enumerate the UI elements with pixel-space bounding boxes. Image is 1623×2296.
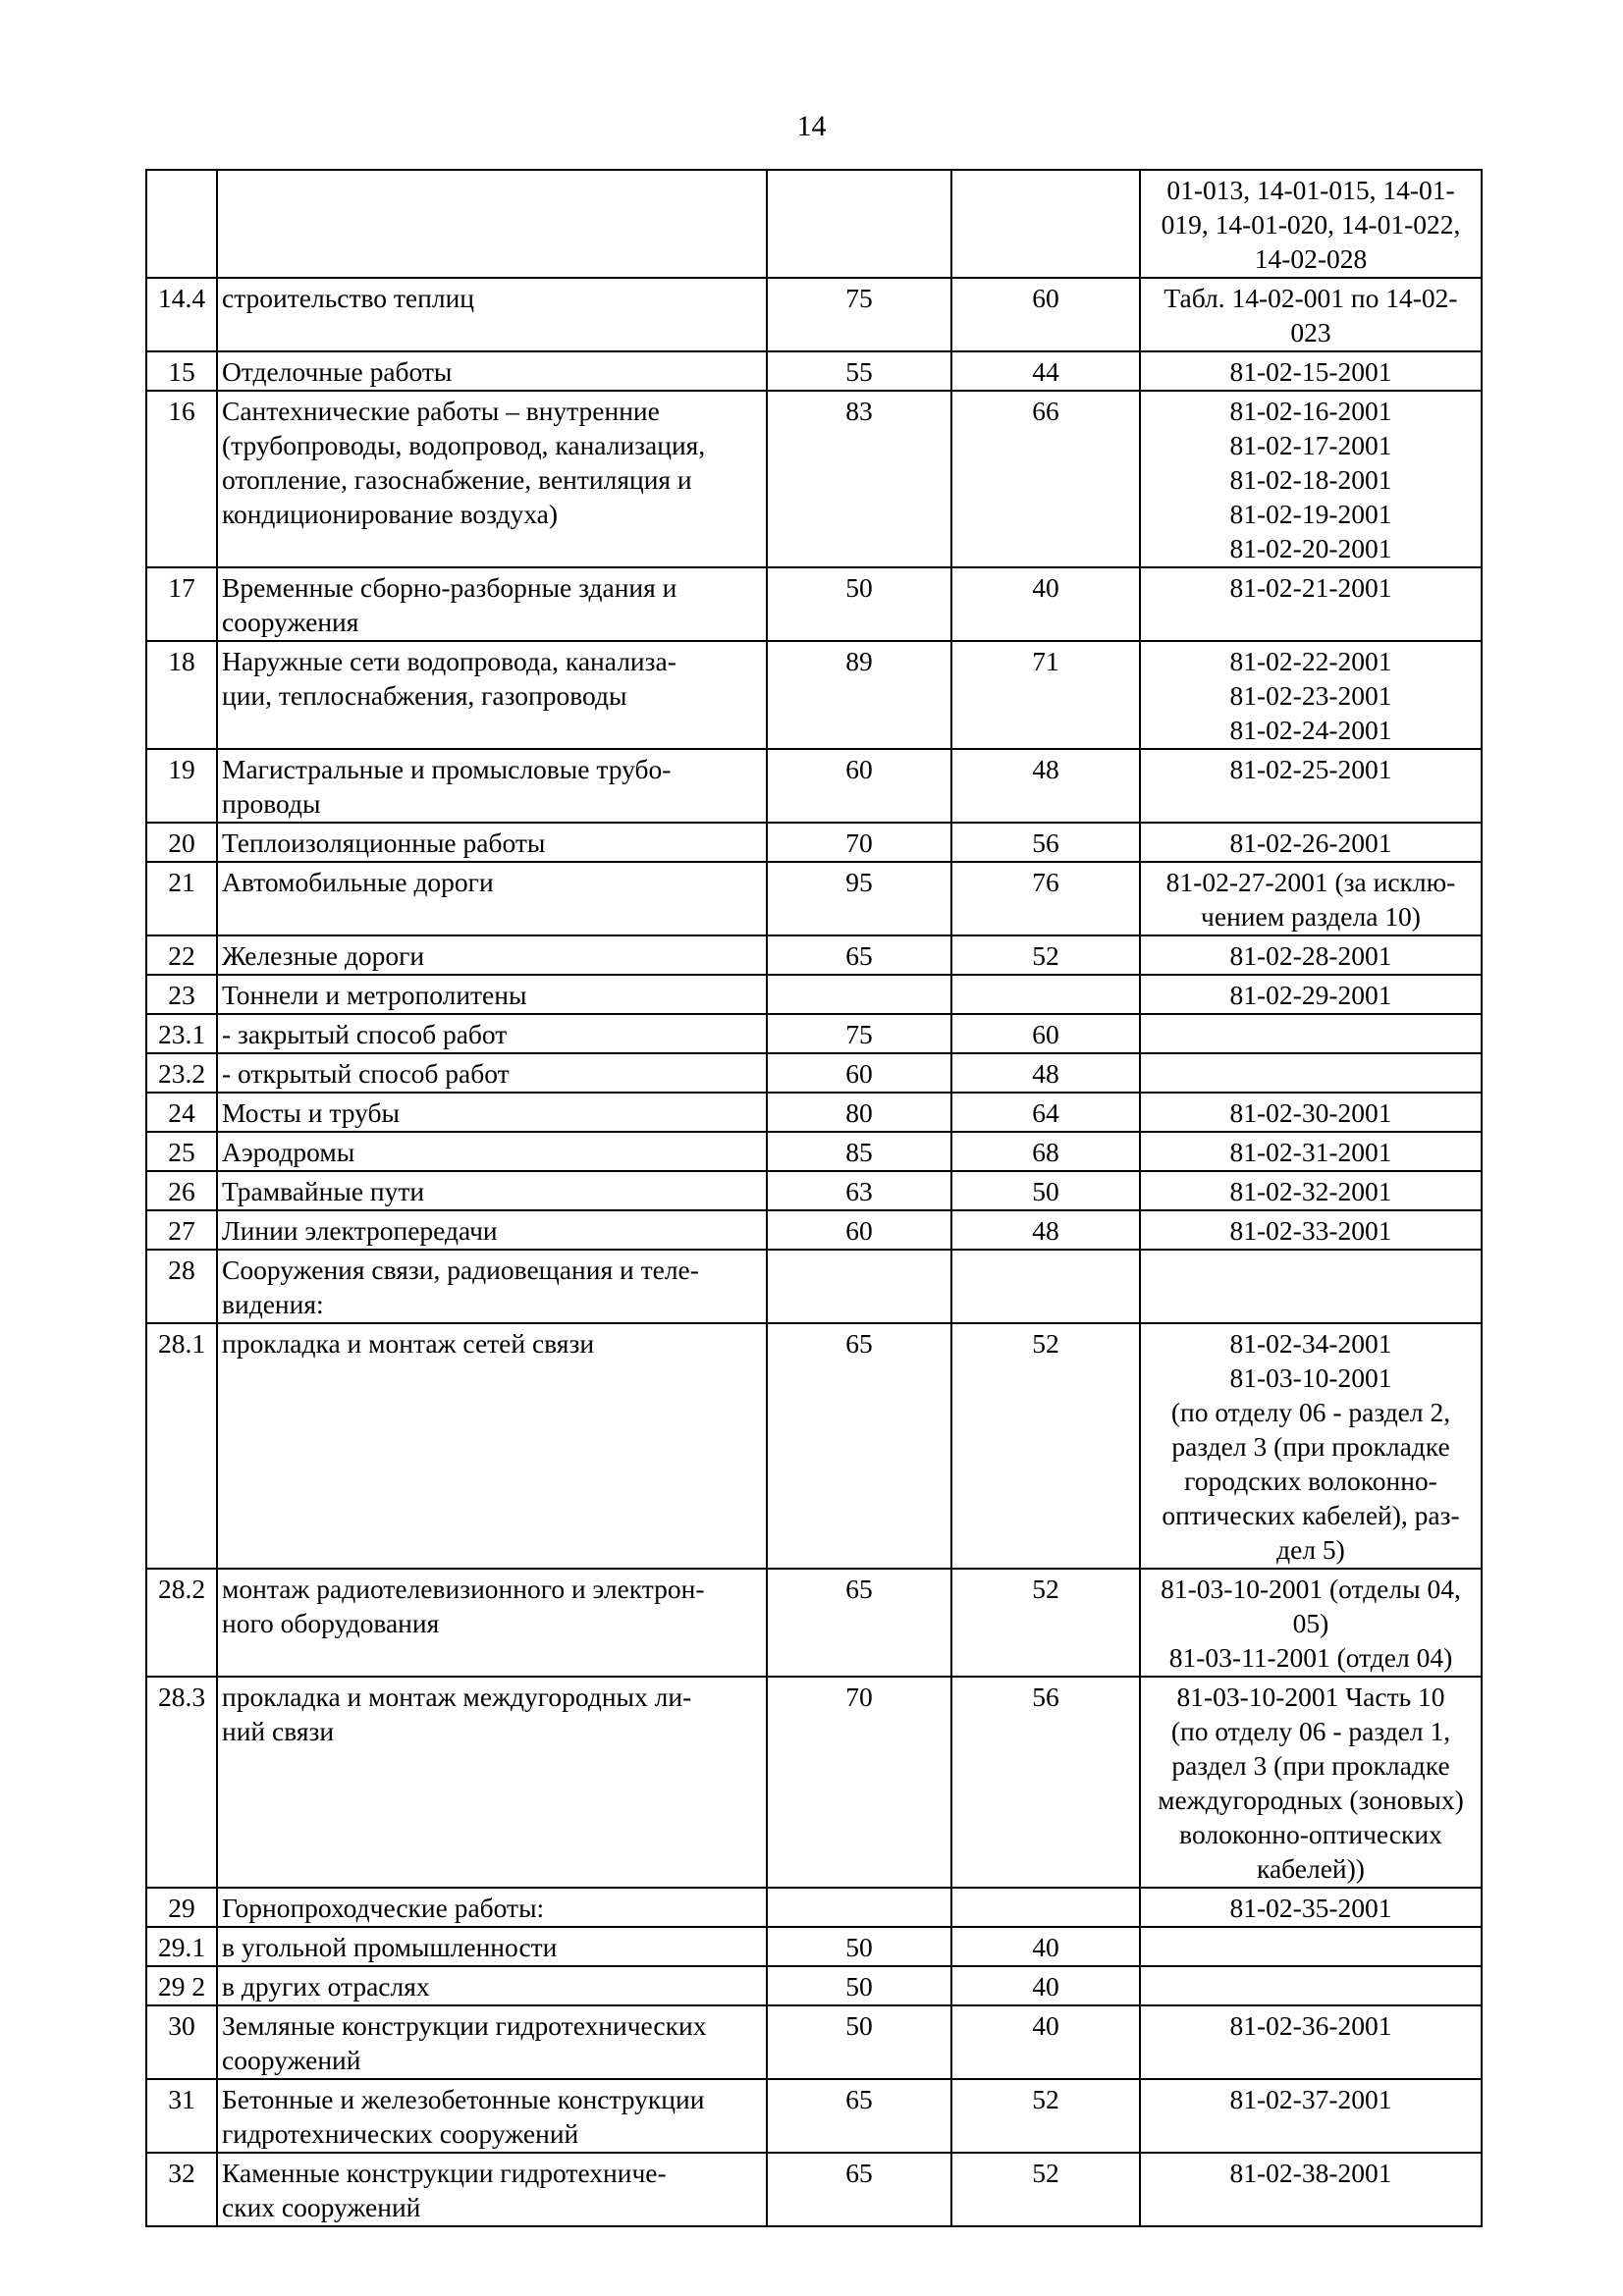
row-number-cell: 31 — [146, 2079, 217, 2153]
row-number-cell: 19 — [146, 749, 217, 823]
value-1-cell: 85 — [767, 1132, 951, 1171]
reference-cell: 81-02-33-2001 — [1140, 1210, 1482, 1250]
work-name-cell: Аэродромы — [217, 1132, 767, 1171]
reference-cell: 81-02-38-2001 — [1140, 2153, 1482, 2226]
work-name-cell: Линии электропередачи — [217, 1210, 767, 1250]
value-1-cell: 60 — [767, 1210, 951, 1250]
table-row — [146, 1014, 1482, 1053]
value-2-cell: 40 — [951, 1927, 1140, 1966]
work-name-cell: Временные сборно-разборные здания и сооружения — [217, 567, 767, 641]
table-row — [146, 2079, 1482, 2153]
value-1-cell: 50 — [767, 567, 951, 641]
value-2-cell — [951, 1888, 1140, 1927]
row-number-cell: 26 — [146, 1171, 217, 1210]
value-1-cell: 60 — [767, 749, 951, 823]
reference-cell: 81-02-30-2001 — [1140, 1093, 1482, 1132]
reference-cell: 81-02-35-2001 — [1140, 1888, 1482, 1927]
value-1-cell: 50 — [767, 1966, 951, 2005]
table-row — [146, 1966, 1482, 2005]
work-name-cell: Мосты и трубы — [217, 1093, 767, 1132]
work-name-cell: Отделочные работы — [217, 351, 767, 391]
value-1-cell: 89 — [767, 641, 951, 749]
reference-cell — [1140, 1053, 1482, 1093]
row-number-cell: 29 2 — [146, 1966, 217, 2005]
reference-cell: 81-02-15-2001 — [1140, 351, 1482, 391]
row-number-cell: 24 — [146, 1093, 217, 1132]
reference-cell: 81-02-25-2001 — [1140, 749, 1482, 823]
work-name-cell: - закрытый способ работ — [217, 1014, 767, 1053]
row-number-cell: 16 — [146, 391, 217, 567]
table-row — [146, 1677, 1482, 1888]
work-name-cell: Железные дороги — [217, 935, 767, 975]
work-name-cell: Трамвайные пути — [217, 1171, 767, 1210]
work-name-cell: Магистральные и промысловые трубо- проводы — [217, 749, 767, 823]
value-2-cell: 71 — [951, 641, 1140, 749]
work-name-cell: Сантехнические работы – внутренние (трубопроводы, водопровод, канализация, отопление, газоснабжение, вентиляция и кондиционирование воздуха) — [217, 391, 767, 567]
table-row — [146, 1053, 1482, 1093]
value-1-cell: 65 — [767, 2153, 951, 2226]
row-number-cell: 22 — [146, 935, 217, 975]
table-row — [146, 1171, 1482, 1210]
reference-cell: 81-02-37-2001 — [1140, 2079, 1482, 2153]
table-row — [146, 1250, 1482, 1323]
table-row — [146, 749, 1482, 823]
table-row — [146, 170, 1482, 278]
value-1-cell: 60 — [767, 1053, 951, 1093]
value-1-cell: 50 — [767, 2005, 951, 2079]
value-2-cell: 76 — [951, 862, 1140, 935]
row-number-cell: 23.1 — [146, 1014, 217, 1053]
work-name-cell: в других отраслях — [217, 1966, 767, 2005]
reference-cell: 81-02-27-2001 (за исклю- чением раздела 10) — [1140, 862, 1482, 935]
reference-cell: 01-013, 14-01-015, 14-01- 019, 14-01-020, 14-01-022, 14-02-028 — [1140, 170, 1482, 278]
value-2-cell: 48 — [951, 1053, 1140, 1093]
work-name-cell: в угольной промышленности — [217, 1927, 767, 1966]
work-name-cell: прокладка и монтаж сетей связи — [217, 1323, 767, 1569]
work-name-cell: Земляные конструкции гидротехнических сооружений — [217, 2005, 767, 2079]
reference-cell: 81-02-29-2001 — [1140, 975, 1482, 1014]
value-2-cell: 52 — [951, 2153, 1140, 2226]
value-1-cell: 75 — [767, 1014, 951, 1053]
table-row — [146, 351, 1482, 391]
work-name-cell: монтаж радиотелевизионного и электрон- ного оборудования — [217, 1569, 767, 1677]
table-row — [146, 823, 1482, 862]
table-row — [146, 2153, 1482, 2226]
row-number-cell: 25 — [146, 1132, 217, 1171]
row-number-cell: 32 — [146, 2153, 217, 2226]
work-name-cell: Бетонные и железобетонные конструкции гидротехнических сооружений — [217, 2079, 767, 2153]
row-number-cell: 28.2 — [146, 1569, 217, 1677]
work-name-cell: прокладка и монтаж междугородных ли- ний связи — [217, 1677, 767, 1888]
value-2-cell: 56 — [951, 823, 1140, 862]
table-row — [146, 641, 1482, 749]
reference-cell: 81-03-10-2001 (отделы 04, 05) 81-03-11-2001 (отдел 04) — [1140, 1569, 1482, 1677]
value-2-cell: 52 — [951, 1569, 1140, 1677]
row-number-cell: 28.1 — [146, 1323, 217, 1569]
value-2-cell: 60 — [951, 1014, 1140, 1053]
table-row — [146, 1569, 1482, 1677]
value-1-cell: 80 — [767, 1093, 951, 1132]
value-2-cell: 40 — [951, 567, 1140, 641]
row-number-cell: 29 — [146, 1888, 217, 1927]
value-1-cell: 65 — [767, 935, 951, 975]
value-2-cell: 66 — [951, 391, 1140, 567]
reference-cell: 81-02-28-2001 — [1140, 935, 1482, 975]
table-row — [146, 1210, 1482, 1250]
reference-cell: 81-02-31-2001 — [1140, 1132, 1482, 1171]
value-2-cell — [951, 1250, 1140, 1323]
value-2-cell: 68 — [951, 1132, 1140, 1171]
row-number-cell: 14.4 — [146, 278, 217, 351]
work-name-cell: Каменные конструкции гидротехниче- ских сооружений — [217, 2153, 767, 2226]
table-row — [146, 2005, 1482, 2079]
table-row — [146, 1888, 1482, 1927]
reference-cell — [1140, 1250, 1482, 1323]
value-1-cell: 55 — [767, 351, 951, 391]
value-2-cell: 64 — [951, 1093, 1140, 1132]
table-body — [146, 170, 1482, 2226]
value-2-cell: 52 — [951, 1323, 1140, 1569]
value-2-cell: 40 — [951, 2005, 1140, 2079]
value-1-cell: 50 — [767, 1927, 951, 1966]
value-1-cell: 70 — [767, 823, 951, 862]
row-number-cell: 23.2 — [146, 1053, 217, 1093]
reference-cell: 81-02-32-2001 — [1140, 1171, 1482, 1210]
table-row — [146, 1323, 1482, 1569]
value-2-cell: 52 — [951, 935, 1140, 975]
table-row — [146, 278, 1482, 351]
reference-cell — [1140, 1927, 1482, 1966]
reference-cell: 81-02-26-2001 — [1140, 823, 1482, 862]
work-name-cell: Горнопроходческие работы: — [217, 1888, 767, 1927]
value-2-cell: 44 — [951, 351, 1140, 391]
row-number-cell: 29.1 — [146, 1927, 217, 1966]
value-2-cell: 56 — [951, 1677, 1140, 1888]
table-row — [146, 567, 1482, 641]
reference-cell: 81-02-16-2001 81-02-17-2001 81-02-18-2001 81-02-19-2001 81-02-20-2001 — [1140, 391, 1482, 567]
row-number-cell: 30 — [146, 2005, 217, 2079]
value-1-cell — [767, 1250, 951, 1323]
reference-cell: 81-02-34-2001 81-03-10-2001 (по отделу 06 - раздел 2, раздел 3 (при прокладке городских волоконно- оптических кабелей), раз- дел 5) — [1140, 1323, 1482, 1569]
value-1-cell: 65 — [767, 1323, 951, 1569]
value-1-cell: 75 — [767, 278, 951, 351]
reference-cell: 81-03-10-2001 Часть 10 (по отделу 06 - раздел 1, раздел 3 (при прокладке междугородных (зоновых) волоконно-оптических кабелей)) — [1140, 1677, 1482, 1888]
work-name-cell: строительство теплиц — [217, 278, 767, 351]
value-1-cell: 95 — [767, 862, 951, 935]
work-name-cell: Сооружения связи, радиовещания и теле- видения: — [217, 1250, 767, 1323]
value-2-cell: 52 — [951, 2079, 1140, 2153]
row-number-cell: 28.3 — [146, 1677, 217, 1888]
work-name-cell: Наружные сети водопровода, канализа- ции, теплоснабжения, газопроводы — [217, 641, 767, 749]
work-name-cell — [217, 170, 767, 278]
reference-cell: 81-02-22-2001 81-02-23-2001 81-02-24-2001 — [1140, 641, 1482, 749]
row-number-cell: 21 — [146, 862, 217, 935]
work-name-cell: - открытый способ работ — [217, 1053, 767, 1093]
row-number-cell — [146, 170, 217, 278]
table-row — [146, 1132, 1482, 1171]
work-name-cell: Теплоизоляционные работы — [217, 823, 767, 862]
table-row — [146, 975, 1482, 1014]
value-1-cell: 65 — [767, 2079, 951, 2153]
norms-table — [145, 169, 1483, 2227]
value-2-cell: 40 — [951, 1966, 1140, 2005]
reference-cell — [1140, 1014, 1482, 1053]
value-1-cell — [767, 975, 951, 1014]
page-number: 14 — [796, 110, 827, 142]
row-number-cell: 17 — [146, 567, 217, 641]
reference-cell: Табл. 14-02-001 по 14-02- 023 — [1140, 278, 1482, 351]
row-number-cell: 20 — [146, 823, 217, 862]
reference-cell: 81-02-21-2001 — [1140, 567, 1482, 641]
work-name-cell: Автомобильные дороги — [217, 862, 767, 935]
value-1-cell: 65 — [767, 1569, 951, 1677]
reference-cell: 81-02-36-2001 — [1140, 2005, 1482, 2079]
value-2-cell: 50 — [951, 1171, 1140, 1210]
value-1-cell: 83 — [767, 391, 951, 567]
value-2-cell: 48 — [951, 749, 1140, 823]
value-1-cell: 63 — [767, 1171, 951, 1210]
table-row — [146, 391, 1482, 567]
value-1-cell: 70 — [767, 1677, 951, 1888]
value-2-cell: 60 — [951, 278, 1140, 351]
value-2-cell — [951, 170, 1140, 278]
work-name-cell: Тоннели и метрополитены — [217, 975, 767, 1014]
reference-cell — [1140, 1966, 1482, 2005]
row-number-cell: 28 — [146, 1250, 217, 1323]
value-2-cell: 48 — [951, 1210, 1140, 1250]
row-number-cell: 18 — [146, 641, 217, 749]
value-1-cell — [767, 1888, 951, 1927]
value-2-cell — [951, 975, 1140, 1014]
row-number-cell: 27 — [146, 1210, 217, 1250]
value-1-cell — [767, 170, 951, 278]
table-row — [146, 1927, 1482, 1966]
row-number-cell: 23 — [146, 975, 217, 1014]
row-number-cell: 15 — [146, 351, 217, 391]
table-row — [146, 935, 1482, 975]
table-row — [146, 862, 1482, 935]
table-row — [146, 1093, 1482, 1132]
